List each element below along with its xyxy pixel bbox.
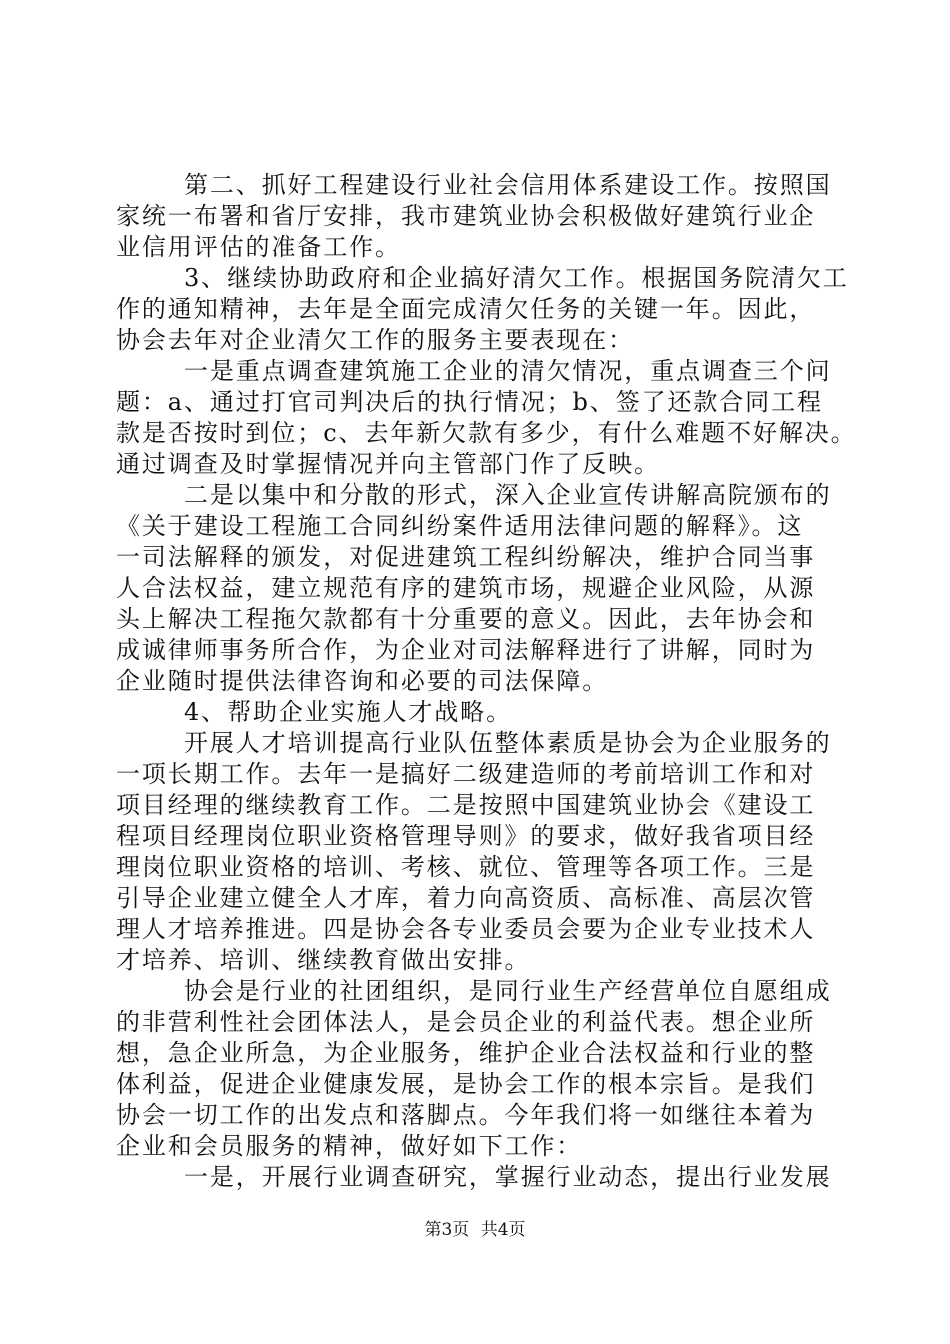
paragraph-line: 开展人才培训提高行业队伍整体素质是协会为企业服务的 [184, 729, 832, 757]
paragraph-line: 《关于建设工程施工合同纠纷案件适用法律问题的解释》。这 [116, 512, 804, 540]
paragraph-line: 想，急企业所急，为企业服务，维护企业合法权益和行业的整 [116, 1039, 816, 1067]
paragraph-line: 第二、抓好工程建设行业社会信用体系建设工作。按照国 [184, 171, 832, 199]
paragraph-line: 程项目经理岗位职业资格管理导则》的要求，做好我省项目经 [116, 822, 816, 850]
paragraph-line: 业信用评估的准备工作。 [116, 233, 401, 261]
page-number: 第3页 [424, 1220, 470, 1240]
paragraph-line: 作的通知精神，去年是全面完成清欠任务的关键一年。因此， [116, 295, 816, 323]
paragraph-line: 款是否按时到位；c、去年新欠款有多少，有什么难题不好解决。 [116, 419, 857, 447]
page-total: 共4页 [480, 1220, 526, 1240]
paragraph-line: 企业随时提供法律咨询和必要的司法保障。 [116, 667, 609, 695]
paragraph-line: 才培养、培训、继续教育做出安排。 [116, 946, 531, 974]
paragraph-line: 一是重点调查建筑施工企业的清欠情况，重点调查三个问 [184, 357, 832, 385]
paragraph-line: 成诚律师事务所合作，为企业对司法解释进行了讲解，同时为 [116, 636, 816, 664]
paragraph-line: 题：a、通过打官司判决后的执行情况；b、签了还款合同工程 [116, 388, 823, 416]
paragraph-line: 头上解决工程拖欠款都有十分重要的意义。因此，去年协会和 [116, 605, 816, 633]
paragraph-line: 3、继续协助政府和企业搞好清欠工作。根据国务院清欠工 [184, 264, 849, 292]
paragraph-line: 协会一切工作的出发点和落脚点。今年我们将一如继往本着为 [116, 1101, 816, 1129]
paragraph-line: 协会是行业的社团组织，是同行业生产经营单位自愿组成 [184, 977, 832, 1005]
paragraph-line: 一司法解释的颁发，对促进建筑工程纠纷解决，维护合同当事 [116, 543, 816, 571]
paragraph-line: 项目经理的继续教育工作。二是按照中国建筑业协会《建设工 [116, 791, 816, 819]
paragraph-line: 通过调查及时掌握情况并向主管部门作了反映。 [116, 450, 660, 478]
paragraph-line: 人合法权益，建立规范有序的建筑市场，规避企业风险，从源 [116, 574, 816, 602]
page-footer [0, 1219, 950, 1241]
paragraph-line: 4、帮助企业实施人才战略。 [184, 698, 512, 726]
paragraph-line: 一是，开展行业调查研究，掌握行业动态，提出行业发展 [184, 1163, 832, 1191]
paragraph-line: 体利益，促进企业健康发展，是协会工作的根本宗旨。是我们 [116, 1070, 816, 1098]
paragraph-line: 引导企业建立健全人才库，着力向高资质、高标准、高层次管 [116, 884, 816, 912]
paragraph-line: 理人才培养推进。四是协会各专业委员会要为企业专业技术人 [116, 915, 816, 943]
paragraph-line: 家统一布署和省厅安排，我市建筑业协会积极做好建筑行业企 [116, 202, 816, 230]
paragraph-line: 一项长期工作。去年一是搞好二级建造师的考前培训工作和对 [116, 760, 816, 788]
paragraph-line: 的非营利性社会团体法人，是会员企业的利益代表。想企业所 [116, 1008, 816, 1036]
paragraph-line: 协会去年对企业清欠工作的服务主要表现在： [116, 326, 634, 354]
document-body [116, 170, 857, 1193]
paragraph-line: 企业和会员服务的精神，做好如下工作： [116, 1132, 583, 1160]
paragraph-line: 二是以集中和分散的形式，深入企业宣传讲解高院颁布的 [184, 481, 832, 509]
paragraph-line: 理岗位职业资格的培训、考核、就位、管理等各项工作。三是 [116, 853, 816, 881]
